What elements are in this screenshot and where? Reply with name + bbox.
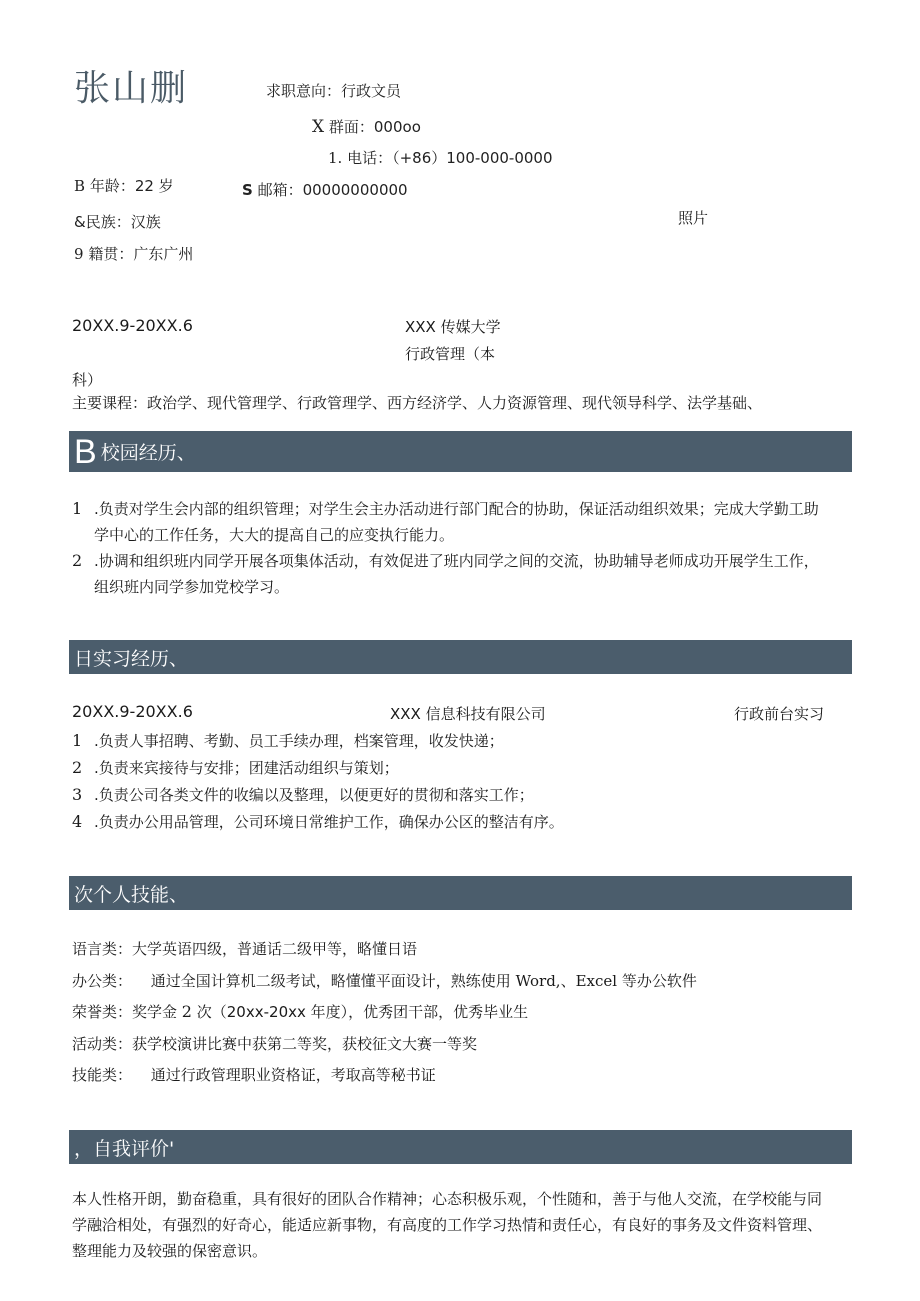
intern-item-text: .负责来宾接待与安排；团建活动组织与策划； [94,759,399,777]
intern-item-num: 4 [72,812,83,831]
campus-item [72,548,819,600]
ethnic-value: 民族：汉族 [85,213,161,231]
intern-item-text: .负责人事招聘、考勤、员工手续办理，档案管理，收发快递； [94,732,504,750]
intern-company: XXX 信息科技有限公司 [390,705,546,723]
campus-item [72,496,819,548]
email-row [242,179,408,200]
section-skills-header [69,876,852,910]
edu-period: 20XX.9-20XX.6 [72,316,193,335]
edu-major-line2: 科） [72,371,103,389]
skill-honor [72,999,528,1025]
edu-school: XXX 传媒大学 [405,318,501,336]
campus-item-text-cont: 组织班内同学参加党校学习。 [94,578,290,596]
campus-item-text-cont: 学中心的工作任务，大大的提高自己的应变执行能力。 [94,526,455,544]
skill-tech-text: 通过行政管理职业资格证，考取高等秘书证 [150,1066,436,1084]
edu-major-line1: 行政管理（本 [405,345,496,363]
self-eval-line: 学融洽相处，有强烈的好奇心，能适应新事物，有高度的工作学习热情和责任心，有良好的事务及文件资料管理、 [72,1216,823,1234]
self-eval-line: 本人性格开朗，勤奋稳重，具有很好的团队合作精神；心态积极乐观，个性随和，善于与他人交流，在学校能与同 [72,1190,823,1208]
phone-row [328,147,553,168]
email-prefix: S [242,181,253,199]
email-value: 邮箱：00000000000 [257,181,408,199]
skill-office-suffix: 等办公软件 [621,972,697,990]
job-intent: 求职意向：行政文员 [266,82,402,100]
section-campus-header [69,431,852,472]
self-eval-line: 整理能力及较强的保密意识。 [72,1242,268,1260]
intern-item [72,809,564,835]
skill-honor-count: 2 [181,1002,192,1021]
skill-activity: 活动类：获学校演讲比赛中获第二等奖，获校征文大赛一等奖 [72,1035,478,1053]
self-eval-text [72,1186,822,1264]
skill-tech [72,1062,436,1088]
candidate-name: 张山删 [74,68,189,109]
intern-item [72,728,504,754]
skill-office-label: 办公类： [72,972,133,990]
skill-office [72,968,697,994]
phone-value: 电话：（+86）100-000-0000 [347,149,553,167]
skill-language: 语言类：大学英语四级，普通话二级甲等，略懂日语 [72,940,418,958]
skill-honor-text: 荣誉类：奖学金 [72,1003,178,1021]
field-x-prefix: X [312,117,325,137]
intern-item [72,782,534,808]
campus-item-num: 2 [72,551,83,570]
ethnic-row [74,211,161,232]
phone-prefix: 1. [328,149,343,167]
origin-row [74,243,193,264]
origin-value: 籍贯：广东广州 [88,245,194,263]
intern-role: 行政前台实习 [734,705,825,723]
field-x-value: 群面：000oo [328,118,421,136]
field-x-row [312,116,421,137]
intern-item-text: .负责办公用品管理，公司环境日常维护工作，确保办公区的整洁有序。 [94,813,564,831]
campus-item-text: .负责对学生会内部的组织管理；对学生会主办活动进行部门配合的协助，保证活动组织效果；完成大学勤工助 [94,500,819,518]
edu-courses: 主要课程：政治学、现代管理学、行政管理学、西方经济学、人力资源管理、现代领导科学、法学基础、 [72,394,763,412]
age-prefix: B [74,177,86,195]
skill-office-text: 通过全国计算机二级考试，略懂懂平面设计，熟练使用 [150,972,511,990]
age-row [74,175,174,196]
section-campus-title: 校园经历、 [100,442,196,464]
intern-item [72,755,399,781]
intern-period: 20XX.9-20XX.6 [72,702,193,721]
origin-prefix: 9 [74,245,84,263]
section-skills-title: 次个人技能、 [74,883,189,906]
intern-item-text: .负责公司各类文件的收编以及整理，以便更好的贯彻和落实工作； [94,786,534,804]
section-internship-title: 日实习经历、 [74,647,189,670]
ethnic-prefix: & [74,213,86,231]
skill-honor-suffix: 次（20xx-20xx 年度），优秀团干部，优秀毕业生 [196,1003,529,1021]
campus-item-text: .协调和组织班内同学开展各项集体活动，有效促进了班内同学之间的交流，协助辅导老师成功开展学生工作， [94,552,819,570]
photo-placeholder: 照片 [678,209,709,227]
age-value: 年龄：22 岁 [89,177,174,195]
skill-office-software: Word,、Excel [515,972,618,990]
section-self-eval-header [69,1130,852,1164]
section-campus-icon: B [74,432,97,471]
section-internship-header [69,640,852,674]
skill-tech-label: 技能类： [72,1066,133,1084]
campus-item-num: 1 [72,499,83,518]
intern-item-num: 1 [72,731,83,750]
intern-item-num: 3 [72,785,83,804]
section-self-eval-title: ，自我评价' [74,1137,175,1160]
intern-item-num: 2 [72,758,83,777]
